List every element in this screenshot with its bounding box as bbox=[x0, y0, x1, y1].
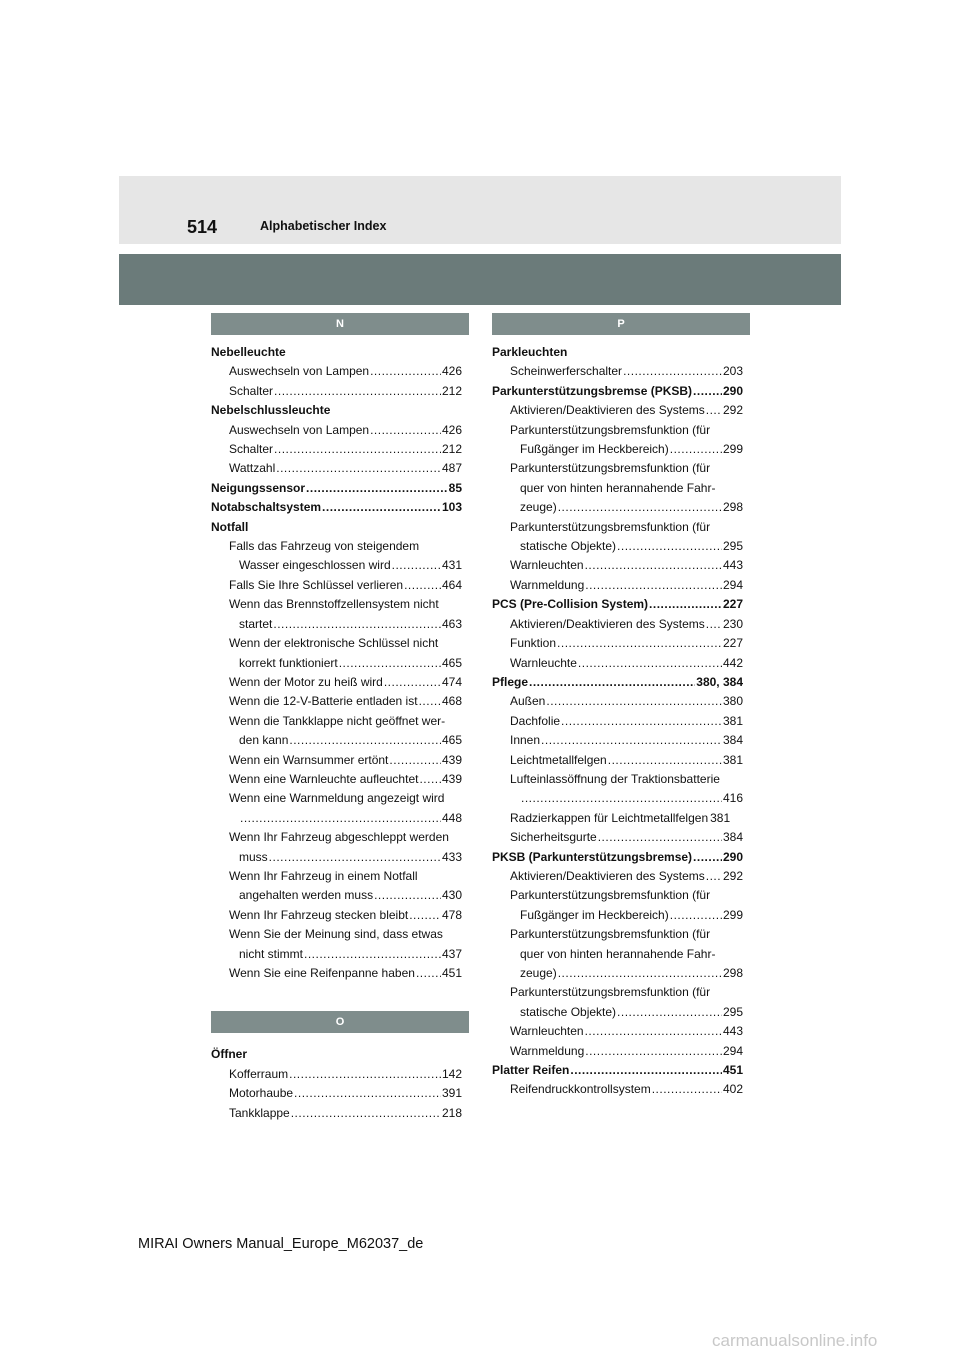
entry-page: 85 bbox=[448, 480, 462, 495]
entry-page: 416 bbox=[722, 791, 743, 806]
entry-text: den kann bbox=[239, 733, 289, 748]
entry-text: Wenn das Brennstoffzellensystem nicht bbox=[229, 597, 439, 612]
index-entry-sub bbox=[211, 362, 462, 381]
leader-dots bbox=[384, 673, 441, 692]
index-entry-sub bbox=[211, 770, 462, 789]
entry-text: Nebelleuchte bbox=[211, 345, 286, 359]
entry-text: Wenn Sie eine Reifenpanne haben bbox=[229, 966, 415, 980]
index-entry-main bbox=[211, 518, 462, 537]
leader-dots bbox=[322, 498, 441, 517]
entry-text: Wenn der elektronische Schlüssel nicht bbox=[229, 636, 439, 651]
index-column-left bbox=[211, 318, 462, 1123]
index-entry-sub bbox=[211, 809, 462, 828]
entry-text: Neigungssensor bbox=[211, 480, 306, 495]
entry-text: muss bbox=[239, 849, 268, 864]
index-entry-sub bbox=[492, 1022, 743, 1041]
index-entry-sub bbox=[211, 964, 462, 983]
entry-text: statische Objekte) bbox=[520, 1004, 617, 1019]
index-entry-sub bbox=[492, 615, 743, 634]
index-entry-sub bbox=[492, 576, 743, 595]
index-entry-sub bbox=[492, 518, 743, 537]
leader-dots bbox=[617, 537, 722, 556]
index-entry-sub bbox=[211, 382, 462, 401]
index-entry-sub bbox=[492, 712, 743, 731]
entry-page: 443 bbox=[722, 558, 743, 573]
index-entry-main bbox=[492, 673, 743, 692]
index-entry-sub bbox=[211, 595, 462, 614]
entry-text: Wenn ein Warnsummer ertönt bbox=[229, 752, 389, 767]
index-entry-sub bbox=[211, 945, 462, 964]
leader-dots bbox=[570, 1061, 722, 1080]
index-entry-sub bbox=[211, 925, 462, 944]
entry-text: Warnmeldung bbox=[510, 577, 585, 592]
index-entry-sub bbox=[492, 440, 743, 459]
entry-page: 290 bbox=[722, 383, 743, 398]
entry-page: 103 bbox=[441, 500, 462, 515]
entry-text: korrekt funktioniert bbox=[239, 655, 338, 670]
entry-text: Parkunterstützungsbremsfunktion (für bbox=[510, 927, 711, 942]
entry-page: 218 bbox=[441, 1105, 462, 1120]
leader-dots bbox=[370, 421, 441, 440]
leader-dots bbox=[585, 556, 722, 575]
entry-text: Parkunterstützungsbremsfunktion (für bbox=[510, 422, 711, 437]
index-entry-sub bbox=[492, 692, 743, 711]
index-entry-main bbox=[492, 343, 743, 362]
entry-text: Warnleuchte bbox=[510, 655, 577, 670]
index-entry-sub bbox=[211, 634, 462, 653]
header-band bbox=[119, 254, 841, 305]
leader-dots bbox=[294, 1084, 441, 1103]
index-entry-sub bbox=[211, 459, 462, 478]
entry-text: startet bbox=[239, 616, 273, 631]
leader-dots bbox=[289, 1065, 441, 1084]
entry-text: Warnleuchten bbox=[510, 558, 584, 573]
index-entry-main bbox=[211, 1045, 462, 1064]
entry-page: 299 bbox=[722, 907, 743, 922]
index-entry-sub bbox=[492, 1042, 743, 1061]
index-entry-sub bbox=[492, 479, 743, 498]
index-entry-sub bbox=[211, 421, 462, 440]
entry-text: zeuge) bbox=[520, 500, 557, 515]
entry-page: 465 bbox=[441, 655, 462, 670]
index-entry-main bbox=[211, 479, 462, 498]
leader-dots bbox=[409, 906, 441, 925]
leader-dots bbox=[617, 1003, 722, 1022]
entry-text: Wenn eine Warnmeldung angezeigt wird bbox=[229, 791, 445, 806]
page-number: 514 bbox=[187, 217, 218, 237]
entry-page: 230 bbox=[722, 616, 743, 631]
entry-page: 292 bbox=[722, 403, 743, 418]
index-entry-sub bbox=[211, 828, 462, 847]
leader-dots bbox=[546, 692, 722, 711]
leader-dots bbox=[240, 809, 441, 828]
index-entry-sub bbox=[492, 983, 743, 1002]
entry-text: Dachfolie bbox=[510, 713, 561, 728]
entry-text: Wenn Ihr Fahrzeug in einem Notfall bbox=[229, 868, 418, 883]
leader-dots bbox=[269, 848, 441, 867]
index-entry-sub bbox=[492, 421, 743, 440]
index-entry-sub bbox=[211, 556, 462, 575]
index-entry-sub bbox=[211, 906, 462, 925]
entry-text: Fußgänger im Heckbereich) bbox=[520, 907, 669, 922]
entry-page: 381 bbox=[722, 752, 743, 767]
entry-text: Parkunterstützungsbremsfunktion (für bbox=[510, 985, 711, 1000]
leader-dots bbox=[529, 673, 695, 692]
entry-text: Wenn eine Warnleuchte aufleuchtet bbox=[229, 771, 419, 786]
entry-text: Parkleuchten bbox=[492, 345, 568, 359]
index-entry-sub bbox=[492, 906, 743, 925]
entry-page: 463 bbox=[441, 616, 462, 631]
index-entry-sub bbox=[211, 440, 462, 459]
entry-text: Lufteinlassöffnung der Traktionsbatterie bbox=[510, 771, 720, 786]
index-entry-sub bbox=[211, 867, 462, 886]
leader-dots bbox=[276, 459, 441, 478]
index-entry-sub bbox=[211, 1084, 462, 1103]
entry-page: 433 bbox=[441, 849, 462, 864]
leader-dots bbox=[389, 751, 441, 770]
leader-dots bbox=[649, 595, 722, 614]
index-entry-sub bbox=[211, 673, 462, 692]
index-entry-sub bbox=[211, 731, 462, 750]
entry-page: 487 bbox=[441, 461, 462, 476]
letter-heading-n: N bbox=[211, 313, 469, 335]
leader-dots bbox=[274, 382, 441, 401]
leader-dots bbox=[608, 751, 722, 770]
entry-text: Wenn der Motor zu heiß wird bbox=[229, 674, 383, 689]
index-entry-main bbox=[492, 1061, 743, 1080]
entry-text: Falls das Fahrzeug von steigendem bbox=[229, 539, 420, 554]
entry-page: 381 bbox=[722, 713, 743, 728]
index-entry-sub bbox=[211, 576, 462, 595]
entry-text: Radzierkappen für Leichtmetallfelgen bbox=[510, 810, 709, 825]
entry-page: 426 bbox=[441, 364, 462, 379]
entry-page: 439 bbox=[441, 771, 462, 786]
entry-page: 442 bbox=[722, 655, 743, 670]
entry-text: Schalter bbox=[229, 442, 274, 457]
index-entry-sub bbox=[211, 537, 462, 556]
entry-text: Wenn Sie der Meinung sind, dass etwas bbox=[229, 927, 443, 942]
entry-text: PCS (Pre-Collision System) bbox=[492, 597, 649, 612]
leader-dots bbox=[652, 1080, 722, 1099]
index-entry-main bbox=[211, 401, 462, 420]
leader-dots bbox=[374, 886, 441, 905]
leader-dots bbox=[416, 964, 441, 983]
entry-page: 426 bbox=[441, 422, 462, 437]
index-entry-sub bbox=[492, 634, 743, 653]
leader-dots bbox=[392, 556, 441, 575]
entry-text: Motorhaube bbox=[229, 1086, 294, 1101]
entry-text: Platter Reifen bbox=[492, 1063, 570, 1078]
index-entry-sub bbox=[492, 809, 743, 828]
leader-dots bbox=[585, 1022, 722, 1041]
leader-dots bbox=[304, 945, 441, 964]
entry-page: 294 bbox=[722, 1043, 743, 1058]
leader-dots bbox=[557, 634, 722, 653]
entry-text: Parkunterstützungsbremsfunktion (für bbox=[510, 519, 711, 534]
entry-page: 295 bbox=[722, 1004, 743, 1019]
leader-dots bbox=[561, 712, 722, 731]
entry-text: Wattzahl bbox=[229, 461, 276, 476]
entry-page: 468 bbox=[441, 694, 462, 709]
entry-text: Falls Sie Ihre Schlüssel verlieren bbox=[229, 577, 404, 592]
leader-dots bbox=[706, 867, 722, 886]
entry-page: 295 bbox=[722, 539, 743, 554]
leader-dots bbox=[693, 382, 722, 401]
entry-text: Aktivieren/Deaktivieren des Systems bbox=[510, 616, 705, 631]
entry-text: angehalten werden muss bbox=[239, 888, 374, 903]
entry-page: 384 bbox=[722, 733, 743, 748]
index-entry-sub bbox=[492, 1003, 743, 1022]
index-column-right bbox=[492, 318, 743, 1100]
leader-dots bbox=[419, 692, 441, 711]
index-entry-sub bbox=[492, 498, 743, 517]
leader-dots bbox=[623, 362, 722, 381]
entry-text: Schalter bbox=[229, 383, 274, 398]
entry-page: 298 bbox=[722, 500, 743, 515]
index-entry-sub bbox=[492, 964, 743, 983]
entry-page: 474 bbox=[441, 674, 462, 689]
index-entry-sub bbox=[492, 459, 743, 478]
index-entry-sub bbox=[492, 654, 743, 673]
entry-page: 478 bbox=[441, 907, 462, 922]
index-entry-sub bbox=[492, 401, 743, 420]
entry-text: Aktivieren/Deaktivieren des Systems bbox=[510, 868, 705, 883]
entry-page: 431 bbox=[441, 558, 462, 573]
entry-text: Wasser eingeschlossen wird bbox=[239, 558, 391, 573]
index-entry-sub bbox=[492, 828, 743, 847]
entry-page: 437 bbox=[441, 946, 462, 961]
index-entry-sub bbox=[211, 615, 462, 634]
index-entry-sub bbox=[492, 362, 743, 381]
entry-page: 142 bbox=[441, 1066, 462, 1081]
leader-dots bbox=[578, 654, 722, 673]
entry-text: Wenn Ihr Fahrzeug abgeschleppt werden bbox=[229, 830, 449, 845]
entry-text: Auswechseln von Lampen bbox=[229, 422, 370, 437]
leader-dots bbox=[706, 615, 722, 634]
entry-page: 381 bbox=[710, 810, 731, 825]
entry-page: 299 bbox=[722, 442, 743, 457]
entry-text: Kofferraum bbox=[229, 1066, 289, 1081]
index-entry-sub bbox=[211, 712, 462, 731]
letter-heading-o: O bbox=[211, 1011, 469, 1033]
leader-dots bbox=[370, 362, 441, 381]
entry-text: statische Objekte) bbox=[520, 539, 617, 554]
header-bar bbox=[119, 176, 841, 244]
leader-dots bbox=[274, 440, 441, 459]
entry-text: PKSB (Parkunterstützungsbremse) bbox=[492, 849, 693, 864]
entry-text: Aktivieren/Deaktivieren des Systems bbox=[510, 403, 705, 418]
index-entry-sub bbox=[492, 789, 743, 808]
entry-text: quer von hinten herannahende Fahr- bbox=[520, 480, 716, 495]
section-gap bbox=[211, 983, 462, 1005]
entry-page: 402 bbox=[722, 1082, 743, 1097]
entry-text: Notfall bbox=[211, 519, 249, 534]
entry-text: Notabschaltsystem bbox=[211, 500, 322, 515]
leader-dots bbox=[541, 731, 722, 750]
index-entry-sub bbox=[211, 789, 462, 808]
index-entry-sub bbox=[492, 886, 743, 905]
entry-text: Warnmeldung bbox=[510, 1043, 585, 1058]
index-entry-sub bbox=[211, 654, 462, 673]
entry-text: Wenn die Tankklappe nicht geöffnet wer- bbox=[229, 713, 446, 728]
leader-dots bbox=[585, 1042, 722, 1061]
leader-dots bbox=[670, 906, 722, 925]
index-entry-sub bbox=[492, 1080, 743, 1099]
index-entry-sub bbox=[211, 751, 462, 770]
entry-text: quer von hinten herannahende Fahr- bbox=[520, 946, 716, 961]
entry-page: 451 bbox=[722, 1063, 743, 1078]
entry-page: 391 bbox=[441, 1086, 462, 1101]
entry-page: 212 bbox=[441, 442, 462, 457]
index-entry-sub bbox=[492, 751, 743, 770]
entry-text: Reifendruckkontrollsystem bbox=[510, 1082, 651, 1097]
watermark: carmanualsonline.info bbox=[712, 1331, 878, 1350]
entry-page: 212 bbox=[441, 383, 462, 398]
leader-dots bbox=[404, 576, 441, 595]
entry-page: 464 bbox=[441, 577, 462, 592]
entry-text: Scheinwerferschalter bbox=[510, 364, 623, 379]
index-entry-sub bbox=[492, 945, 743, 964]
index-entry-sub bbox=[211, 1065, 462, 1084]
index-entry-main bbox=[211, 343, 462, 362]
entry-page: 465 bbox=[441, 733, 462, 748]
entry-text: Wenn die 12-V-Batterie entladen ist bbox=[229, 694, 418, 709]
leader-dots bbox=[291, 1104, 441, 1123]
index-entry-sub bbox=[211, 692, 462, 711]
entry-page: 443 bbox=[722, 1024, 743, 1039]
entry-text: Innen bbox=[510, 733, 541, 748]
leader-dots bbox=[558, 964, 722, 983]
entry-text: zeuge) bbox=[520, 966, 557, 980]
index-entry-sub bbox=[211, 886, 462, 905]
footer-manual-name: MIRAI Owners Manual_Europe_M62037_de bbox=[138, 1236, 424, 1252]
leader-dots bbox=[585, 576, 722, 595]
entry-text: Leichtmetallfelgen bbox=[510, 752, 607, 767]
index-entry-sub bbox=[492, 731, 743, 750]
entry-text: Funktion bbox=[510, 636, 557, 651]
letter-heading-p: P bbox=[492, 313, 750, 335]
entry-page: 448 bbox=[441, 810, 462, 825]
leader-dots bbox=[598, 828, 722, 847]
index-entry-sub bbox=[492, 770, 743, 789]
entry-page: 227 bbox=[722, 636, 743, 651]
entry-page: 294 bbox=[722, 577, 743, 592]
entry-text: Wenn Ihr Fahrzeug stecken bleibt bbox=[229, 907, 409, 922]
entry-page: 203 bbox=[722, 364, 743, 379]
index-entry-sub bbox=[211, 1104, 462, 1123]
index-entry-sub bbox=[492, 867, 743, 886]
leader-dots bbox=[706, 401, 722, 420]
leader-dots bbox=[273, 615, 441, 634]
entry-page: 227 bbox=[722, 597, 743, 612]
entry-text: Außen bbox=[510, 694, 546, 709]
entry-page: 439 bbox=[441, 752, 462, 767]
leader-dots bbox=[521, 789, 722, 808]
leader-dots bbox=[289, 731, 441, 750]
entry-page: 380, 384 bbox=[696, 674, 743, 689]
leader-dots bbox=[558, 498, 722, 517]
index-entry-main bbox=[492, 382, 743, 401]
entry-text: nicht stimmt bbox=[239, 946, 304, 961]
index-entry-main bbox=[211, 498, 462, 517]
leader-dots bbox=[339, 654, 441, 673]
entry-text: Fußgänger im Heckbereich) bbox=[520, 442, 669, 457]
leader-dots bbox=[306, 479, 448, 498]
entry-text: Sicherheitsgurte bbox=[510, 830, 597, 845]
entry-text: Parkunterstützungsbremse (PKSB) bbox=[492, 383, 693, 398]
entry-page: 430 bbox=[441, 888, 462, 903]
entry-text: Parkunterstützungsbremsfunktion (für bbox=[510, 888, 711, 903]
entry-text: Tankklappe bbox=[229, 1105, 290, 1120]
section-title: Alphabetischer Index bbox=[260, 219, 387, 233]
leader-dots bbox=[693, 848, 722, 867]
entry-text: Warnleuchten bbox=[510, 1024, 584, 1039]
entry-page: 384 bbox=[722, 830, 743, 845]
entry-text: Auswechseln von Lampen bbox=[229, 364, 370, 379]
entry-page: 451 bbox=[441, 966, 462, 980]
entry-page: 298 bbox=[722, 966, 743, 980]
leader-dots bbox=[419, 770, 441, 789]
index-entry-sub bbox=[211, 848, 462, 867]
entry-text: Pflege bbox=[492, 674, 529, 689]
index-entry-main bbox=[492, 595, 743, 614]
entry-text: Nebelschlussleuchte bbox=[211, 403, 331, 418]
entry-page: 380 bbox=[722, 694, 743, 709]
entry-text: Öffner bbox=[211, 1047, 247, 1062]
index-entry-main bbox=[492, 848, 743, 867]
index-entry-sub bbox=[492, 925, 743, 944]
index-entry-sub bbox=[492, 556, 743, 575]
leader-dots bbox=[670, 440, 722, 459]
entry-page: 292 bbox=[722, 868, 743, 883]
entry-text: Parkunterstützungsbremsfunktion (für bbox=[510, 461, 711, 476]
entry-page: 290 bbox=[722, 849, 743, 864]
index-entry-sub bbox=[492, 537, 743, 556]
